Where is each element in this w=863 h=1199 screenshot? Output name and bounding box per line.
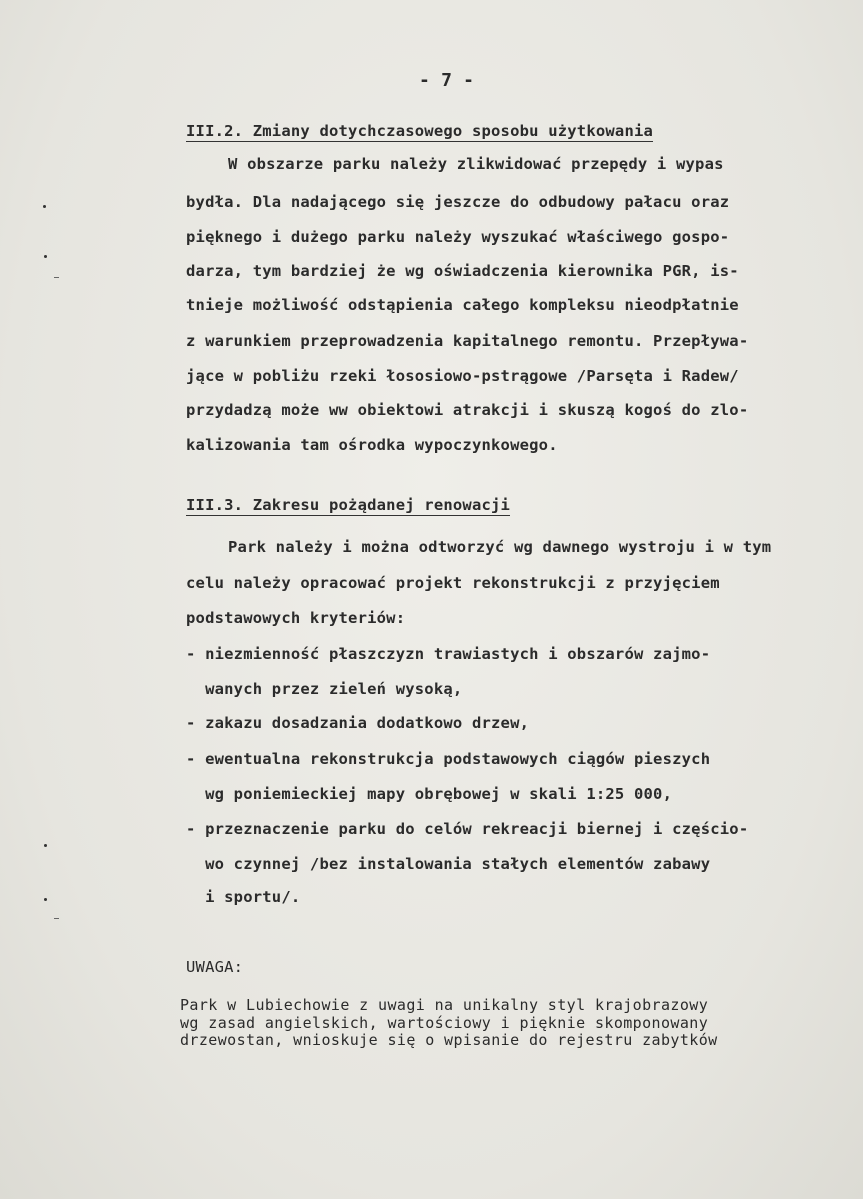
paragraph-line: darza, tym bardziej że wg oświadczenia kierownika PGR, is- [186, 262, 739, 280]
paragraph-line: z warunkiem przeprowadzenia kapitalnego remontu. Przepływa- [186, 332, 749, 350]
paragraph-line: jące w pobliżu rzeki łososiowo-pstrągowe /Parsęta i Radew/ [186, 367, 739, 385]
paragraph-line: podstawowych kryteriów: [186, 609, 406, 627]
margin-speck [44, 844, 47, 847]
paragraph-line: kalizowania tam ośrodka wypoczynkowego. [186, 436, 558, 454]
list-item: - niezmienność płaszczyzn trawiastych i obszarów zajmo- [186, 645, 711, 663]
list-item: - ewentualna rekonstrukcja podstawowych ciągów pieszych [186, 750, 711, 768]
note-line: drzewostan, wnioskuje się o wpisanie do rejestru zabytków [180, 1031, 718, 1049]
list-item-continuation: wo czynnej /bez instalowania stałych elementów zabawy [186, 855, 711, 873]
note-label: UWAGA: [186, 958, 244, 976]
note-line: Park w Lubiechowie z uwagi na unikalny styl krajobrazowy [180, 996, 709, 1014]
list-item: - zakazu dosadzania dodatkowo drzew, [186, 714, 530, 732]
paragraph-line: Park należy i można odtworzyć wg dawnego wystroju i w tym [228, 538, 772, 556]
margin-speck [54, 918, 59, 919]
note-line: wg zasad angielskich, wartościowy i pięknie skomponowany [180, 1014, 709, 1032]
list-item: - przeznaczenie parku do celów rekreacji biernej i częścio- [186, 820, 749, 838]
section-heading-iii-2: III.2. Zmiany dotychczasowego sposobu użytkowania [186, 122, 654, 140]
margin-speck [44, 898, 47, 901]
paragraph-line: tnieje możliwość odstąpienia całego kompleksu nieodpłatnie [186, 296, 739, 314]
list-item-continuation: i sportu/. [186, 888, 301, 906]
paragraph-line: W obszarze parku należy zlikwidować przepędy i wypas [228, 155, 724, 173]
list-item-continuation: wg poniemieckiej mapy obrębowej w skali 1:25 000, [186, 785, 673, 803]
section-heading-iii-3: III.3. Zakresu pożądanej renowacji [186, 496, 511, 514]
paragraph-line: pięknego i dużego parku należy wyszukać właściwego gospo- [186, 228, 730, 246]
list-item-continuation: wanych przez zieleń wysoką, [186, 680, 463, 698]
paragraph-line: przydadzą może ww obiektowi atrakcji i skuszą kogoś do zlo- [186, 401, 749, 419]
paragraph-line: celu należy opracować projekt rekonstrukcji z przyjęciem [186, 574, 720, 592]
margin-speck [54, 277, 59, 278]
margin-speck [44, 255, 47, 258]
page-number: - 7 - [419, 70, 475, 91]
paragraph-line: bydła. Dla nadającego się jeszcze do odbudowy pałacu oraz [186, 193, 730, 211]
margin-speck [43, 205, 46, 208]
